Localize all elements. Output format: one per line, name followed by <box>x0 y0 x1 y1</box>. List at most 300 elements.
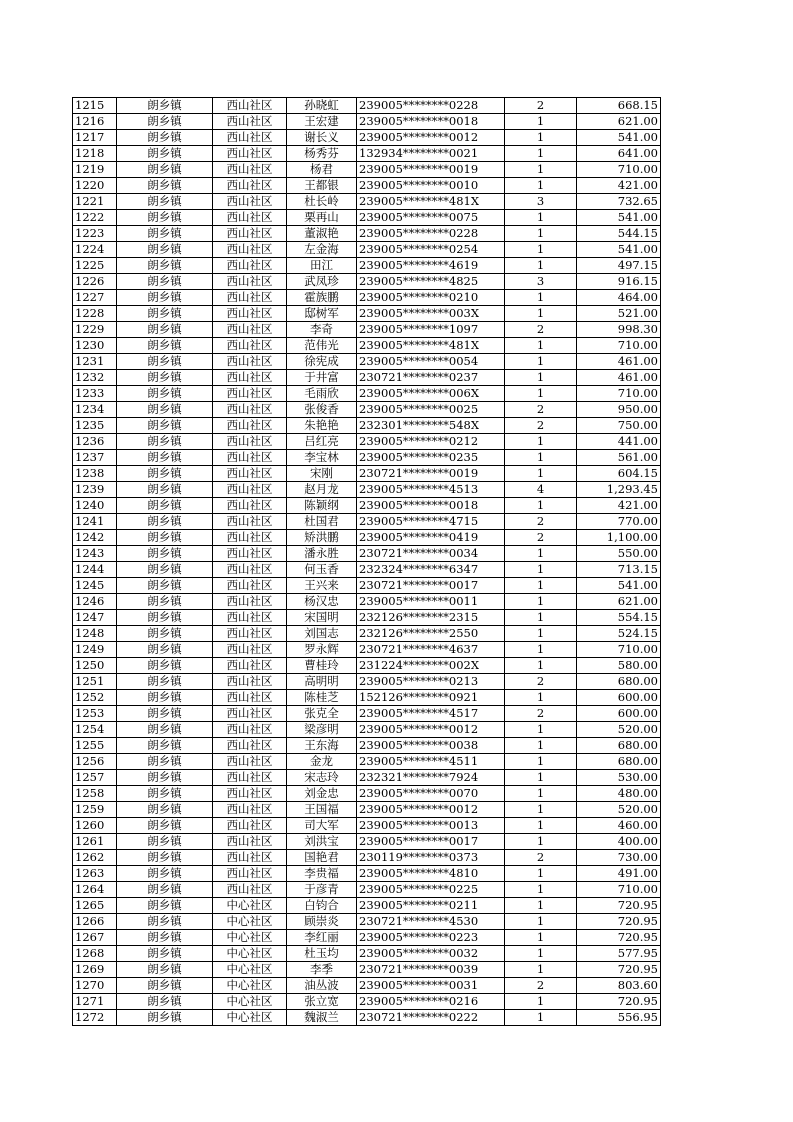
name-cell: 王兴来 <box>287 578 357 594</box>
household-count-cell: 1 <box>505 1010 577 1026</box>
id-number-cell: 239005********0031 <box>357 978 505 994</box>
household-count-cell: 2 <box>505 978 577 994</box>
amount-cell: 554.15 <box>577 610 661 626</box>
town-cell: 朗乡镇 <box>117 674 213 690</box>
community-cell: 西山社区 <box>213 626 287 642</box>
table-row <box>73 850 661 866</box>
household-count-cell: 1 <box>505 338 577 354</box>
name-cell: 孙晓虹 <box>287 98 357 114</box>
household-count-cell: 2 <box>505 322 577 338</box>
id-number-cell: 232126********2550 <box>357 626 505 642</box>
name-cell: 赵月龙 <box>287 482 357 498</box>
id-number-cell: 239005********0235 <box>357 450 505 466</box>
name-cell: 李红丽 <box>287 930 357 946</box>
community-cell: 西山社区 <box>213 882 287 898</box>
row-number-cell: 1233 <box>73 386 117 402</box>
amount-cell: 441.00 <box>577 434 661 450</box>
amount-cell: 720.95 <box>577 930 661 946</box>
household-count-cell: 1 <box>505 658 577 674</box>
town-cell: 朗乡镇 <box>117 578 213 594</box>
amount-cell: 710.00 <box>577 338 661 354</box>
row-number-cell: 1263 <box>73 866 117 882</box>
table-row <box>73 354 661 370</box>
amount-cell: 541.00 <box>577 578 661 594</box>
table-row <box>73 914 661 930</box>
name-cell: 杨汉忠 <box>287 594 357 610</box>
household-count-cell: 1 <box>505 306 577 322</box>
row-number-cell: 1268 <box>73 946 117 962</box>
table-row <box>73 994 661 1010</box>
id-number-cell: 239005********0210 <box>357 290 505 306</box>
town-cell: 朗乡镇 <box>117 818 213 834</box>
table-row <box>73 98 661 114</box>
id-number-cell: 239005********0032 <box>357 946 505 962</box>
amount-cell: 720.95 <box>577 914 661 930</box>
community-cell: 西山社区 <box>213 690 287 706</box>
id-number-cell: 239005********0012 <box>357 130 505 146</box>
amount-cell: 720.95 <box>577 898 661 914</box>
id-number-cell: 230721********4530 <box>357 914 505 930</box>
town-cell: 朗乡镇 <box>117 946 213 962</box>
amount-cell: 524.15 <box>577 626 661 642</box>
household-count-cell: 1 <box>505 914 577 930</box>
community-cell: 西山社区 <box>213 274 287 290</box>
community-cell: 中心社区 <box>213 898 287 914</box>
name-cell: 王东海 <box>287 738 357 754</box>
community-cell: 西山社区 <box>213 642 287 658</box>
row-number-cell: 1245 <box>73 578 117 594</box>
town-cell: 朗乡镇 <box>117 354 213 370</box>
amount-cell: 641.00 <box>577 146 661 162</box>
name-cell: 宋志玲 <box>287 770 357 786</box>
community-cell: 西山社区 <box>213 498 287 514</box>
id-number-cell: 239005********0254 <box>357 242 505 258</box>
amount-cell: 541.00 <box>577 242 661 258</box>
household-count-cell: 2 <box>505 674 577 690</box>
town-cell: 朗乡镇 <box>117 418 213 434</box>
town-cell: 朗乡镇 <box>117 594 213 610</box>
table-row <box>73 146 661 162</box>
name-cell: 刘金忠 <box>287 786 357 802</box>
table-row <box>73 386 661 402</box>
amount-cell: 916.15 <box>577 274 661 290</box>
row-number-cell: 1237 <box>73 450 117 466</box>
id-number-cell: 230721********0222 <box>357 1010 505 1026</box>
row-number-cell: 1240 <box>73 498 117 514</box>
community-cell: 西山社区 <box>213 178 287 194</box>
id-number-cell: 232126********2315 <box>357 610 505 626</box>
row-number-cell: 1247 <box>73 610 117 626</box>
community-cell: 西山社区 <box>213 770 287 786</box>
row-number-cell: 1221 <box>73 194 117 210</box>
household-count-cell: 1 <box>505 642 577 658</box>
community-cell: 西山社区 <box>213 850 287 866</box>
household-count-cell: 1 <box>505 786 577 802</box>
row-number-cell: 1216 <box>73 114 117 130</box>
town-cell: 朗乡镇 <box>117 178 213 194</box>
id-number-cell: 239005********481X <box>357 194 505 210</box>
table-row <box>73 402 661 418</box>
amount-cell: 556.95 <box>577 1010 661 1026</box>
table-row <box>73 418 661 434</box>
town-cell: 朗乡镇 <box>117 610 213 626</box>
table-row <box>73 690 661 706</box>
amount-cell: 400.00 <box>577 834 661 850</box>
community-cell: 中心社区 <box>213 930 287 946</box>
name-cell: 田江 <box>287 258 357 274</box>
name-cell: 刘洪宝 <box>287 834 357 850</box>
community-cell: 西山社区 <box>213 98 287 114</box>
town-cell: 朗乡镇 <box>117 658 213 674</box>
community-cell: 西山社区 <box>213 658 287 674</box>
id-number-cell: 239005********0212 <box>357 434 505 450</box>
row-number-cell: 1255 <box>73 738 117 754</box>
row-number-cell: 1238 <box>73 466 117 482</box>
household-count-cell: 1 <box>505 610 577 626</box>
id-number-cell: 239005********4513 <box>357 482 505 498</box>
community-cell: 西山社区 <box>213 290 287 306</box>
table-row <box>73 722 661 738</box>
town-cell: 朗乡镇 <box>117 786 213 802</box>
amount-cell: 550.00 <box>577 546 661 562</box>
amount-cell: 770.00 <box>577 514 661 530</box>
amount-cell: 541.00 <box>577 130 661 146</box>
row-number-cell: 1270 <box>73 978 117 994</box>
household-count-cell: 1 <box>505 882 577 898</box>
town-cell: 朗乡镇 <box>117 434 213 450</box>
community-cell: 西山社区 <box>213 786 287 802</box>
household-count-cell: 1 <box>505 770 577 786</box>
town-cell: 朗乡镇 <box>117 498 213 514</box>
community-cell: 西山社区 <box>213 354 287 370</box>
row-number-cell: 1251 <box>73 674 117 690</box>
name-cell: 王都银 <box>287 178 357 194</box>
id-number-cell: 239005********003X <box>357 306 505 322</box>
name-cell: 董淑艳 <box>287 226 357 242</box>
household-count-cell: 1 <box>505 290 577 306</box>
amount-cell: 480.00 <box>577 786 661 802</box>
town-cell: 朗乡镇 <box>117 642 213 658</box>
name-cell: 矫洪鹏 <box>287 530 357 546</box>
amount-cell: 497.15 <box>577 258 661 274</box>
household-count-cell: 1 <box>505 690 577 706</box>
amount-cell: 460.00 <box>577 818 661 834</box>
household-count-cell: 1 <box>505 578 577 594</box>
name-cell: 刘国志 <box>287 626 357 642</box>
table-row <box>73 370 661 386</box>
id-number-cell: 239005********0228 <box>357 98 505 114</box>
id-number-cell: 239005********0012 <box>357 802 505 818</box>
household-count-cell: 2 <box>505 402 577 418</box>
table-row <box>73 130 661 146</box>
household-count-cell: 3 <box>505 194 577 210</box>
id-number-cell: 230721********0039 <box>357 962 505 978</box>
row-number-cell: 1229 <box>73 322 117 338</box>
row-number-cell: 1259 <box>73 802 117 818</box>
table-row <box>73 754 661 770</box>
table-row <box>73 482 661 498</box>
row-number-cell: 1236 <box>73 434 117 450</box>
town-cell: 朗乡镇 <box>117 290 213 306</box>
town-cell: 朗乡镇 <box>117 514 213 530</box>
household-count-cell: 1 <box>505 210 577 226</box>
town-cell: 朗乡镇 <box>117 258 213 274</box>
household-count-cell: 1 <box>505 930 577 946</box>
amount-cell: 561.00 <box>577 450 661 466</box>
row-number-cell: 1241 <box>73 514 117 530</box>
household-count-cell: 1 <box>505 498 577 514</box>
id-number-cell: 239005********0070 <box>357 786 505 802</box>
row-number-cell: 1250 <box>73 658 117 674</box>
row-number-cell: 1244 <box>73 562 117 578</box>
table-row <box>73 498 661 514</box>
household-count-cell: 1 <box>505 898 577 914</box>
town-cell: 朗乡镇 <box>117 162 213 178</box>
amount-cell: 600.00 <box>577 706 661 722</box>
household-count-cell: 3 <box>505 274 577 290</box>
table-row <box>73 514 661 530</box>
table-row <box>73 962 661 978</box>
table-row <box>73 162 661 178</box>
town-cell: 朗乡镇 <box>117 1010 213 1026</box>
id-number-cell: 152126********0921 <box>357 690 505 706</box>
row-number-cell: 1269 <box>73 962 117 978</box>
table-row <box>73 610 661 626</box>
amount-cell: 668.15 <box>577 98 661 114</box>
community-cell: 西山社区 <box>213 610 287 626</box>
name-cell: 陈颖纲 <box>287 498 357 514</box>
table-row <box>73 930 661 946</box>
name-cell: 宋刚 <box>287 466 357 482</box>
community-cell: 西山社区 <box>213 722 287 738</box>
amount-cell: 580.00 <box>577 658 661 674</box>
amount-cell: 621.00 <box>577 114 661 130</box>
amount-cell: 621.00 <box>577 594 661 610</box>
town-cell: 朗乡镇 <box>117 306 213 322</box>
community-cell: 西山社区 <box>213 834 287 850</box>
id-number-cell: 230721********0017 <box>357 578 505 594</box>
amount-cell: 720.95 <box>577 962 661 978</box>
name-cell: 杨君 <box>287 162 357 178</box>
town-cell: 朗乡镇 <box>117 882 213 898</box>
row-number-cell: 1261 <box>73 834 117 850</box>
name-cell: 栗再山 <box>287 210 357 226</box>
household-count-cell: 2 <box>505 530 577 546</box>
household-count-cell: 1 <box>505 562 577 578</box>
row-number-cell: 1243 <box>73 546 117 562</box>
name-cell: 杜玉均 <box>287 946 357 962</box>
town-cell: 朗乡镇 <box>117 386 213 402</box>
community-cell: 西山社区 <box>213 434 287 450</box>
town-cell: 朗乡镇 <box>117 850 213 866</box>
table-row <box>73 194 661 210</box>
name-cell: 朱艳艳 <box>287 418 357 434</box>
row-number-cell: 1231 <box>73 354 117 370</box>
table-row <box>73 530 661 546</box>
community-cell: 西山社区 <box>213 194 287 210</box>
row-number-cell: 1264 <box>73 882 117 898</box>
table-row <box>73 274 661 290</box>
table-row <box>73 882 661 898</box>
table-row <box>73 658 661 674</box>
community-cell: 西山社区 <box>213 114 287 130</box>
town-cell: 朗乡镇 <box>117 242 213 258</box>
id-number-cell: 239005********0054 <box>357 354 505 370</box>
table-row <box>73 834 661 850</box>
community-cell: 西山社区 <box>213 306 287 322</box>
town-cell: 朗乡镇 <box>117 402 213 418</box>
amount-cell: 541.00 <box>577 210 661 226</box>
row-number-cell: 1256 <box>73 754 117 770</box>
id-number-cell: 232321********7924 <box>357 770 505 786</box>
name-cell: 李宝林 <box>287 450 357 466</box>
town-cell: 朗乡镇 <box>117 834 213 850</box>
table-row <box>73 210 661 226</box>
community-cell: 西山社区 <box>213 210 287 226</box>
amount-cell: 461.00 <box>577 370 661 386</box>
name-cell: 李贵福 <box>287 866 357 882</box>
row-number-cell: 1267 <box>73 930 117 946</box>
row-number-cell: 1230 <box>73 338 117 354</box>
id-number-cell: 239005********0075 <box>357 210 505 226</box>
amount-cell: 1,293.45 <box>577 482 661 498</box>
amount-cell: 710.00 <box>577 642 661 658</box>
row-number-cell: 1239 <box>73 482 117 498</box>
town-cell: 朗乡镇 <box>117 978 213 994</box>
amount-cell: 732.65 <box>577 194 661 210</box>
household-count-cell: 1 <box>505 434 577 450</box>
household-count-cell: 1 <box>505 994 577 1010</box>
community-cell: 西山社区 <box>213 242 287 258</box>
name-cell: 武凤珍 <box>287 274 357 290</box>
row-number-cell: 1227 <box>73 290 117 306</box>
amount-cell: 710.00 <box>577 162 661 178</box>
table-row <box>73 802 661 818</box>
table-row <box>73 178 661 194</box>
table-row <box>73 898 661 914</box>
id-number-cell: 239005********0213 <box>357 674 505 690</box>
row-number-cell: 1257 <box>73 770 117 786</box>
name-cell: 陈桂芝 <box>287 690 357 706</box>
name-cell: 吕红亮 <box>287 434 357 450</box>
community-cell: 西山社区 <box>213 322 287 338</box>
table-row <box>73 738 661 754</box>
name-cell: 宋国明 <box>287 610 357 626</box>
town-cell: 朗乡镇 <box>117 898 213 914</box>
town-cell: 朗乡镇 <box>117 962 213 978</box>
community-cell: 西山社区 <box>213 482 287 498</box>
amount-cell: 520.00 <box>577 802 661 818</box>
id-number-cell: 230721********4637 <box>357 642 505 658</box>
table-row <box>73 866 661 882</box>
community-cell: 西山社区 <box>213 130 287 146</box>
id-number-cell: 239005********4619 <box>357 258 505 274</box>
id-number-cell: 239005********4810 <box>357 866 505 882</box>
household-count-cell: 1 <box>505 242 577 258</box>
community-cell: 西山社区 <box>213 386 287 402</box>
household-count-cell: 1 <box>505 962 577 978</box>
household-count-cell: 1 <box>505 114 577 130</box>
id-number-cell: 230119********0373 <box>357 850 505 866</box>
id-number-cell: 239005********0216 <box>357 994 505 1010</box>
row-number-cell: 1254 <box>73 722 117 738</box>
town-cell: 朗乡镇 <box>117 114 213 130</box>
table-row <box>73 114 661 130</box>
town-cell: 朗乡镇 <box>117 562 213 578</box>
household-count-cell: 1 <box>505 130 577 146</box>
table-row <box>73 466 661 482</box>
name-cell: 罗永辉 <box>287 642 357 658</box>
town-cell: 朗乡镇 <box>117 210 213 226</box>
row-number-cell: 1248 <box>73 626 117 642</box>
household-count-cell: 1 <box>505 370 577 386</box>
household-count-cell: 1 <box>505 162 577 178</box>
id-number-cell: 239005********4511 <box>357 754 505 770</box>
table-row <box>73 786 661 802</box>
name-cell: 毛雨欣 <box>287 386 357 402</box>
row-number-cell: 1219 <box>73 162 117 178</box>
name-cell: 杜长岭 <box>287 194 357 210</box>
amount-cell: 680.00 <box>577 738 661 754</box>
row-number-cell: 1223 <box>73 226 117 242</box>
id-number-cell: 239005********4517 <box>357 706 505 722</box>
id-number-cell: 232301********548X <box>357 418 505 434</box>
name-cell: 王宏建 <box>287 114 357 130</box>
community-cell: 中心社区 <box>213 962 287 978</box>
town-cell: 朗乡镇 <box>117 626 213 642</box>
amount-cell: 600.00 <box>577 690 661 706</box>
table-row <box>73 546 661 562</box>
community-cell: 西山社区 <box>213 258 287 274</box>
table-row <box>73 322 661 338</box>
name-cell: 张立宽 <box>287 994 357 1010</box>
household-count-cell: 1 <box>505 178 577 194</box>
household-count-cell: 1 <box>505 818 577 834</box>
amount-cell: 461.00 <box>577 354 661 370</box>
id-number-cell: 239005********0018 <box>357 498 505 514</box>
town-cell: 朗乡镇 <box>117 722 213 738</box>
id-number-cell: 239005********0211 <box>357 898 505 914</box>
id-number-cell: 239005********0017 <box>357 834 505 850</box>
name-cell: 白钧合 <box>287 898 357 914</box>
town-cell: 朗乡镇 <box>117 706 213 722</box>
table-row <box>73 706 661 722</box>
household-count-cell: 1 <box>505 386 577 402</box>
amount-cell: 1,100.00 <box>577 530 661 546</box>
community-cell: 西山社区 <box>213 674 287 690</box>
row-number-cell: 1242 <box>73 530 117 546</box>
name-cell: 李奇 <box>287 322 357 338</box>
community-cell: 西山社区 <box>213 514 287 530</box>
amount-cell: 491.00 <box>577 866 661 882</box>
community-cell: 西山社区 <box>213 530 287 546</box>
community-cell: 西山社区 <box>213 146 287 162</box>
row-number-cell: 1234 <box>73 402 117 418</box>
table-row <box>73 594 661 610</box>
household-count-cell: 1 <box>505 754 577 770</box>
table-row <box>73 434 661 450</box>
table-row <box>73 290 661 306</box>
id-number-cell: 239005********4715 <box>357 514 505 530</box>
community-cell: 西山社区 <box>213 738 287 754</box>
community-cell: 西山社区 <box>213 402 287 418</box>
town-cell: 朗乡镇 <box>117 770 213 786</box>
id-number-cell: 239005********0223 <box>357 930 505 946</box>
household-count-cell: 1 <box>505 866 577 882</box>
table-row <box>73 258 661 274</box>
table-row <box>73 626 661 642</box>
town-cell: 朗乡镇 <box>117 754 213 770</box>
